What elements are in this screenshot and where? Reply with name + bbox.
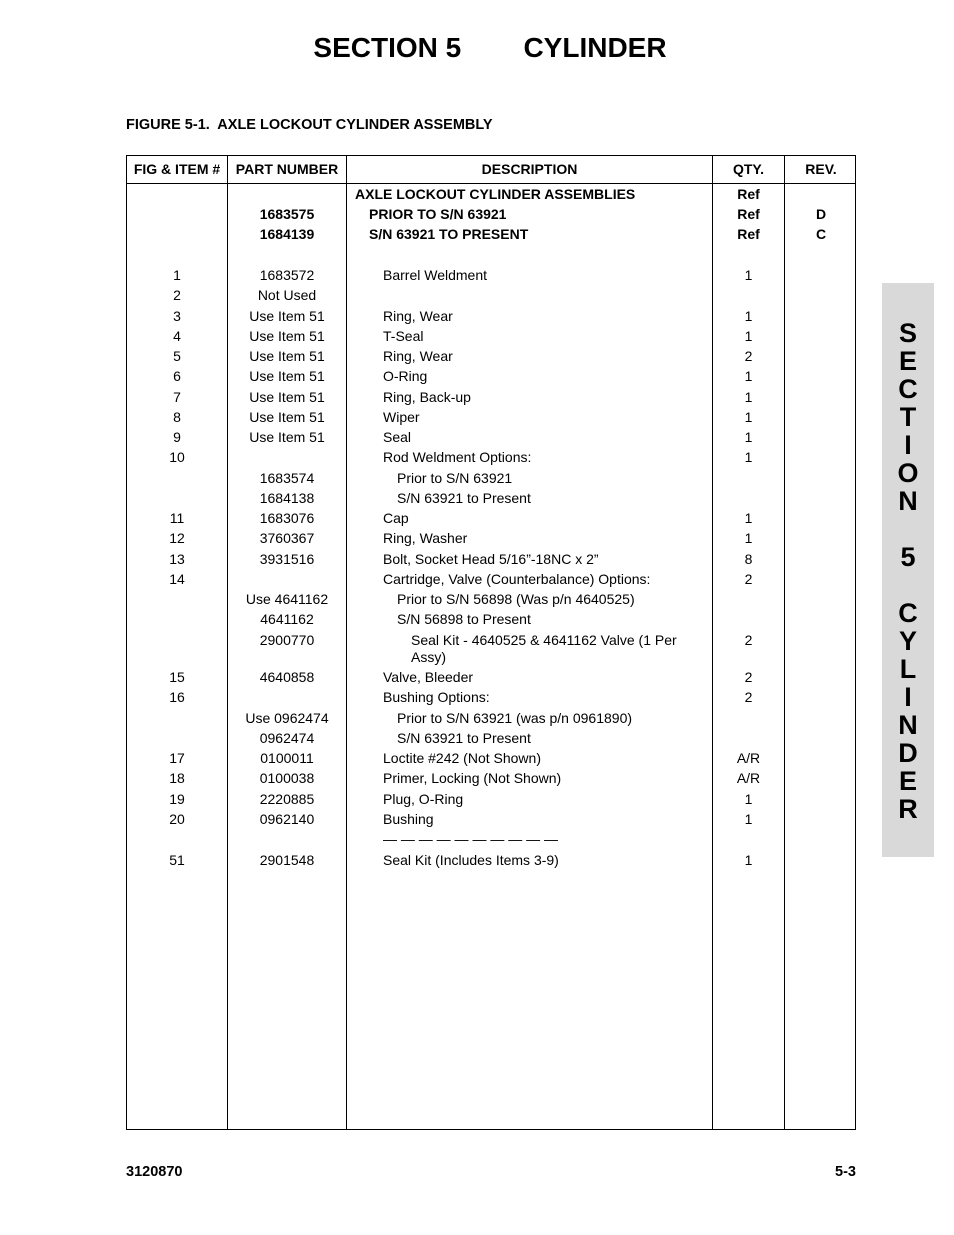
- side-tab-letter: Y: [898, 626, 917, 656]
- table-row: [127, 183, 857, 203]
- qty-cell: 1: [744, 409, 753, 425]
- table-row: [127, 767, 857, 787]
- qty-cell: 2: [744, 632, 753, 648]
- qty-cell: 1: [744, 510, 753, 526]
- table-row: [127, 507, 857, 527]
- qty-cell: 2: [744, 348, 753, 364]
- fig-item-cell: 8: [173, 409, 181, 425]
- description-cell: Ring, Wear: [383, 348, 453, 364]
- fig-item-cell: 17: [169, 750, 185, 766]
- part-number-cell: Use Item 51: [249, 308, 325, 324]
- table-row: [127, 305, 857, 325]
- side-tab-letter: I: [904, 430, 912, 460]
- table-row: [127, 325, 857, 345]
- qty-cell: 1: [744, 429, 753, 445]
- fig-item-cell: 19: [169, 791, 185, 807]
- description-cell: Prior to S/N 63921: [397, 470, 513, 486]
- description-cell: Ring, Washer: [383, 530, 468, 546]
- table-row: [127, 386, 857, 406]
- table-row: [127, 527, 857, 547]
- table-row: [127, 446, 857, 466]
- qty-cell: 1: [744, 368, 753, 384]
- side-tab-letter: N: [898, 486, 918, 516]
- description-cell: Seal: [383, 429, 412, 445]
- fig-item-cell: 6: [173, 368, 181, 384]
- qty-cell: 1: [744, 449, 753, 465]
- part-number-cell: 0962140: [259, 811, 315, 827]
- table-row: [127, 487, 857, 507]
- qty-cell: 1: [744, 791, 753, 807]
- description-cell: Loctite #242 (Not Shown): [383, 750, 541, 766]
- part-number-cell: 2901548: [259, 852, 315, 868]
- table-row: [127, 365, 857, 385]
- description-cell: Cap: [383, 510, 409, 526]
- side-tab-letter: T: [899, 402, 917, 432]
- header-rev: REV.: [805, 161, 837, 177]
- table-row: [127, 666, 857, 686]
- part-number-cell: Use Item 51: [249, 409, 325, 425]
- table-row: [127, 849, 857, 869]
- description-cell: Ring, Back-up: [383, 389, 471, 405]
- side-tab-letter: S: [898, 318, 917, 348]
- part-number-cell: 1684138: [259, 490, 315, 506]
- fig-item-cell: 10: [169, 449, 185, 465]
- section-title: SECTION 5 CYLINDER: [313, 32, 667, 63]
- table-row: [127, 629, 857, 665]
- table-row: [127, 203, 857, 223]
- side-tab-letter: O: [897, 458, 919, 488]
- description-cell: S/N 63921 to Present: [397, 490, 531, 506]
- fig-item-cell: 15: [169, 669, 185, 685]
- description-cell: Barrel Weldment: [383, 267, 488, 283]
- side-tab-letter: C: [898, 598, 918, 628]
- table-row: [127, 747, 857, 767]
- fig-item-cell: 20: [169, 811, 185, 827]
- qty-cell: 1: [744, 530, 753, 546]
- fig-item-cell: 5: [173, 348, 181, 364]
- description-cell: Plug, O-Ring: [383, 791, 464, 807]
- description-cell: Seal Kit - 4640525 & 4641162 Valve (1 Per: [411, 632, 677, 648]
- description-cell: T-Seal: [383, 328, 424, 344]
- part-number-cell: 2220885: [259, 791, 315, 807]
- side-tab-letter: E: [898, 346, 917, 376]
- side-tab-letter: C: [898, 374, 918, 404]
- part-number-cell: 2900770: [259, 632, 315, 648]
- fig-item-cell: 51: [169, 852, 185, 868]
- side-tab-letter: L: [899, 654, 917, 684]
- table-row: [127, 284, 857, 304]
- description-cell: S/N 63921 TO PRESENT: [369, 226, 529, 242]
- rev-cell: D: [815, 206, 827, 222]
- table-row: [127, 707, 857, 727]
- table-row: [127, 828, 857, 848]
- description-cell: PRIOR TO S/N 63921: [369, 206, 507, 222]
- side-tab-letter: D: [898, 738, 918, 768]
- part-number-cell: 3760367: [259, 530, 315, 546]
- part-number-cell: 0962474: [259, 730, 315, 746]
- section-side-tab: [882, 283, 934, 857]
- description-cell: Bushing: [383, 811, 434, 827]
- part-number-cell: Use Item 51: [249, 368, 325, 384]
- description-cell: Bushing Options:: [383, 689, 490, 705]
- part-number-cell: 3931516: [259, 551, 315, 567]
- qty-cell: 8: [744, 551, 753, 567]
- header-part-number: PART NUMBER: [235, 161, 339, 177]
- side-tab-letter: 5: [900, 542, 916, 572]
- part-number-cell: Use 4641162: [245, 591, 329, 607]
- part-number-cell: 4641162: [260, 611, 314, 627]
- part-number-cell: 0100011: [260, 750, 314, 766]
- description-cell: — — — — — — — — — —: [383, 831, 559, 847]
- description-cell: Cartridge, Valve (Counterbalance) Options:: [383, 571, 651, 587]
- qty-cell: 1: [744, 389, 753, 405]
- description-cell: Rod Weldment Options:: [383, 449, 532, 465]
- table-row: [127, 426, 857, 446]
- table-row: [127, 686, 857, 706]
- qty-cell: Ref: [737, 186, 760, 202]
- table-row: [127, 264, 857, 284]
- fig-item-cell: 9: [173, 429, 181, 445]
- description-cell: S/N 63921 to Present: [397, 730, 531, 746]
- fig-item-cell: 1: [173, 267, 181, 283]
- header-fig-item: FIG & ITEM #: [133, 161, 221, 177]
- part-number-cell: Use Item 51: [249, 429, 325, 445]
- table-row: [127, 467, 857, 487]
- description-cell: Ring, Wear: [383, 308, 453, 324]
- description-cell: Prior to S/N 63921 (was p/n 0961890): [397, 710, 633, 726]
- description-cell: Valve, Bleeder: [383, 669, 474, 685]
- table-row: [127, 345, 857, 365]
- header-description: DESCRIPTION: [481, 161, 578, 177]
- part-number-cell: Use Item 51: [249, 328, 325, 344]
- table-row: [127, 548, 857, 568]
- part-number-cell: 1684139: [259, 226, 315, 242]
- table-row: [127, 788, 857, 808]
- figure-title: FIGURE 5-1. AXLE LOCKOUT CYLINDER ASSEMBLY: [126, 117, 493, 133]
- qty-cell: 2: [744, 669, 753, 685]
- part-number-cell: Use 0962474: [245, 710, 329, 726]
- table-row: [127, 406, 857, 426]
- table-row: [127, 588, 857, 608]
- fig-item-cell: 16: [169, 689, 185, 705]
- table-row: [127, 727, 857, 747]
- description-cell: Primer, Locking (Not Shown): [383, 770, 562, 786]
- side-tab-letter: R: [898, 794, 918, 824]
- fig-item-cell: 7: [173, 389, 181, 405]
- description-cell-continuation: Assy): [411, 649, 446, 665]
- qty-cell: 1: [744, 852, 753, 868]
- document-number: 3120870: [126, 1164, 183, 1180]
- description-cell: Wiper: [383, 409, 420, 425]
- qty-cell: 2: [744, 689, 753, 705]
- fig-item-cell: 2: [173, 287, 181, 303]
- fig-item-cell: 12: [169, 530, 185, 546]
- part-number-cell: Use Item 51: [249, 348, 325, 364]
- qty-cell: 1: [744, 328, 753, 344]
- description-cell: Seal Kit (Includes Items 3-9): [383, 852, 559, 868]
- part-number-cell: 4640858: [259, 669, 315, 685]
- table-row: [127, 608, 857, 628]
- parts-table: [126, 155, 856, 1130]
- fig-item-cell: 11: [169, 510, 185, 526]
- table-row: [127, 808, 857, 828]
- fig-item-cell: 14: [169, 571, 185, 587]
- header-qty: QTY.: [732, 161, 765, 177]
- fig-item-cell: 3: [173, 308, 181, 324]
- part-number-cell: 1683575: [259, 206, 315, 222]
- description-cell: Bolt, Socket Head 5/16”-18NC x 2”: [383, 551, 599, 567]
- qty-cell: 1: [744, 267, 753, 283]
- side-tab-letter: I: [904, 682, 912, 712]
- qty-cell: A/R: [736, 750, 761, 766]
- part-number-cell: 0100038: [259, 770, 315, 786]
- part-number-cell: Not Used: [257, 287, 317, 303]
- qty-cell: A/R: [736, 770, 761, 786]
- fig-item-cell: 18: [169, 770, 185, 786]
- qty-cell: 2: [744, 571, 753, 587]
- qty-cell: 1: [744, 308, 753, 324]
- qty-cell: Ref: [737, 226, 760, 242]
- part-number-cell: 1683572: [259, 267, 315, 283]
- description-cell: AXLE LOCKOUT CYLINDER ASSEMBLIES: [355, 186, 636, 202]
- fig-item-cell: 4: [173, 328, 181, 344]
- table-row: [127, 223, 857, 243]
- part-number-cell: 1683574: [259, 470, 315, 486]
- page-number: 5-3: [835, 1164, 856, 1180]
- description-cell: Prior to S/N 56898 (Was p/n 4640525): [397, 591, 635, 607]
- fig-item-cell: 13: [169, 551, 185, 567]
- table-row: [127, 568, 857, 588]
- description-cell: O-Ring: [383, 368, 428, 384]
- qty-cell: Ref: [737, 206, 760, 222]
- description-cell: S/N 56898 to Present: [397, 611, 531, 627]
- qty-cell: 1: [744, 811, 753, 827]
- rev-cell: C: [815, 226, 827, 242]
- side-tab-letter: N: [898, 710, 918, 740]
- side-tab-letter: E: [898, 766, 917, 796]
- part-number-cell: Use Item 51: [249, 389, 325, 405]
- part-number-cell: 1683076: [259, 510, 315, 526]
